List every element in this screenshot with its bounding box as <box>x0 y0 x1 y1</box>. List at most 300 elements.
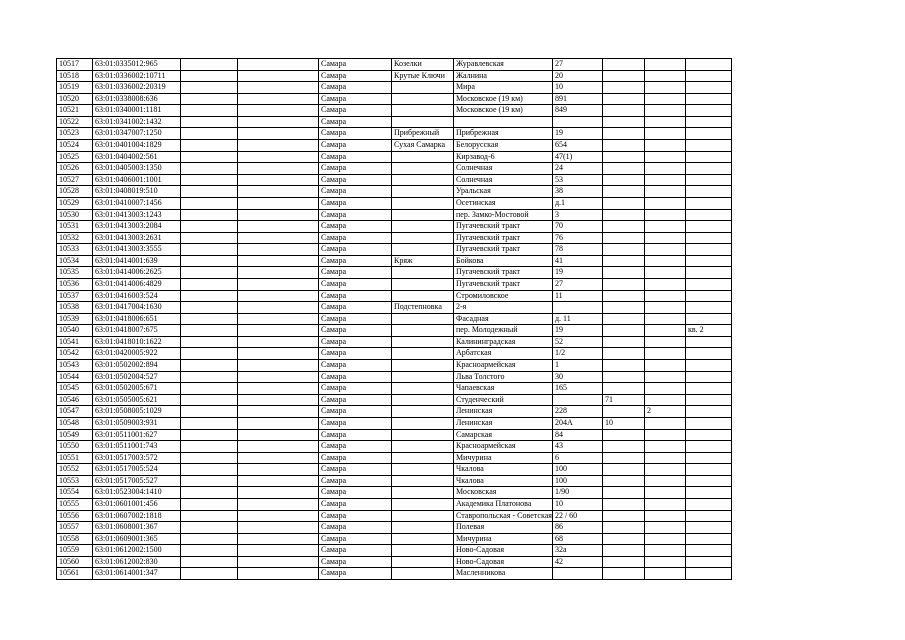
record-number-cell: 10518 <box>57 70 93 82</box>
table-row <box>57 487 732 499</box>
house-number-cell: 891 <box>552 93 602 105</box>
building-cell <box>602 510 644 522</box>
street-cell: Прибрежная <box>454 128 553 140</box>
table-row <box>57 82 732 94</box>
street-cell: Московское (19 км) <box>454 105 553 117</box>
street-cell: Московская <box>454 487 553 499</box>
house-number-cell <box>552 116 602 128</box>
district-cell <box>392 545 454 557</box>
cadastral-number-cell: 63:01:0336002:10711 <box>93 70 181 82</box>
city-cell: Самара <box>319 417 392 429</box>
district-cell <box>392 429 454 441</box>
district-cell <box>392 336 454 348</box>
apartment-cell <box>685 290 731 302</box>
record-number-cell: 10560 <box>57 556 93 568</box>
apartment-cell <box>685 533 731 545</box>
apartment-cell <box>685 151 731 163</box>
blank-cell <box>238 406 319 418</box>
record-number-cell: 10551 <box>57 452 93 464</box>
city-cell: Самара <box>319 394 392 406</box>
city-cell: Самара <box>319 186 392 198</box>
cadastral-number-cell: 63:01:0607002:1818 <box>93 510 181 522</box>
house-number-cell: 43 <box>552 441 602 453</box>
table-row <box>57 452 732 464</box>
building-cell <box>602 290 644 302</box>
district-cell <box>392 394 454 406</box>
block-cell <box>644 221 685 233</box>
street-cell: Солнечная <box>454 163 553 175</box>
house-number-cell <box>552 394 602 406</box>
blank-cell <box>238 475 319 487</box>
city-cell: Самара <box>319 556 392 568</box>
street-cell: пер. Молодежный <box>454 325 553 337</box>
table-row <box>57 475 732 487</box>
record-number-cell: 10544 <box>57 371 93 383</box>
record-number-cell: 10540 <box>57 325 93 337</box>
district-cell <box>392 244 454 256</box>
district-cell <box>392 360 454 372</box>
building-cell <box>602 383 644 395</box>
building-cell <box>602 93 644 105</box>
cadastral-number-cell: 63:01:0413003:2084 <box>93 221 181 233</box>
table-row <box>57 568 732 580</box>
apartment-cell <box>685 475 731 487</box>
record-number-cell: 10527 <box>57 174 93 186</box>
building-cell <box>602 278 644 290</box>
blank-cell <box>238 209 319 221</box>
apartment-cell <box>685 267 731 279</box>
block-cell <box>644 290 685 302</box>
cadastral-number-cell: 63:01:0408019:510 <box>93 186 181 198</box>
apartment-cell <box>685 221 731 233</box>
empty-cell <box>181 302 238 314</box>
block-cell <box>644 70 685 82</box>
empty-cell <box>181 197 238 209</box>
empty-cell <box>181 441 238 453</box>
record-number-cell: 10546 <box>57 394 93 406</box>
apartment-cell <box>685 278 731 290</box>
district-cell <box>392 197 454 209</box>
district-cell <box>392 487 454 499</box>
street-cell: Студенческий <box>454 394 553 406</box>
block-cell <box>644 197 685 209</box>
table-row <box>57 59 732 71</box>
district-cell <box>392 163 454 175</box>
apartment-cell <box>685 406 731 418</box>
city-cell: Самара <box>319 383 392 395</box>
district-cell <box>392 406 454 418</box>
street-cell: Стромиловское <box>454 290 553 302</box>
empty-cell <box>181 371 238 383</box>
empty-cell <box>181 267 238 279</box>
apartment-cell <box>685 302 731 314</box>
empty-cell <box>181 209 238 221</box>
record-number-cell: 10517 <box>57 59 93 71</box>
table-body <box>57 59 732 580</box>
blank-cell <box>238 302 319 314</box>
empty-cell <box>181 360 238 372</box>
cadastral-number-cell: 63:01:0341002:1432 <box>93 116 181 128</box>
house-number-cell: 100 <box>552 464 602 476</box>
block-cell <box>644 140 685 152</box>
record-number-cell: 10561 <box>57 568 93 580</box>
apartment-cell <box>685 105 731 117</box>
empty-cell <box>181 255 238 267</box>
cadastral-number-cell: 63:01:0414006:4829 <box>93 278 181 290</box>
house-number-cell: 19 <box>552 267 602 279</box>
street-cell: Арбатская <box>454 348 553 360</box>
building-cell: 71 <box>602 394 644 406</box>
apartment-cell <box>685 163 731 175</box>
empty-cell <box>181 244 238 256</box>
street-cell: Мичурина <box>454 452 553 464</box>
table-row <box>57 197 732 209</box>
table-row <box>57 360 732 372</box>
district-cell <box>392 232 454 244</box>
cadastral-number-cell: 63:01:0505005:621 <box>93 394 181 406</box>
street-cell: Ставропольская - Советская <box>454 510 553 522</box>
apartment-cell <box>685 383 731 395</box>
street-cell: Пугачевский тракт <box>454 267 553 279</box>
building-cell <box>602 70 644 82</box>
blank-cell <box>238 140 319 152</box>
city-cell: Самара <box>319 371 392 383</box>
empty-cell <box>181 464 238 476</box>
blank-cell <box>238 429 319 441</box>
block-cell <box>644 475 685 487</box>
cadastral-number-cell: 63:01:0401004:1829 <box>93 140 181 152</box>
house-number-cell: 228 <box>552 406 602 418</box>
apartment-cell <box>685 209 731 221</box>
block-cell <box>644 371 685 383</box>
apartment-cell <box>685 394 731 406</box>
blank-cell <box>238 151 319 163</box>
blank-cell <box>238 383 319 395</box>
block-cell <box>644 568 685 580</box>
city-cell: Самара <box>319 568 392 580</box>
street-cell: Льва Толстого <box>454 371 553 383</box>
empty-cell <box>181 429 238 441</box>
block-cell <box>644 174 685 186</box>
house-number-cell: 84 <box>552 429 602 441</box>
building-cell <box>602 163 644 175</box>
block-cell <box>644 93 685 105</box>
record-number-cell: 10529 <box>57 197 93 209</box>
house-number-cell: 32а <box>552 545 602 557</box>
blank-cell <box>238 174 319 186</box>
empty-cell <box>181 105 238 117</box>
street-cell: Масленникова <box>454 568 553 580</box>
empty-cell <box>181 232 238 244</box>
street-cell: Белорусская <box>454 140 553 152</box>
record-number-cell: 10555 <box>57 498 93 510</box>
district-cell: Прибрежный <box>392 128 454 140</box>
apartment-cell <box>685 464 731 476</box>
record-number-cell: 10532 <box>57 232 93 244</box>
table-row <box>57 522 732 534</box>
city-cell: Самара <box>319 197 392 209</box>
blank-cell <box>238 487 319 499</box>
record-number-cell: 10537 <box>57 290 93 302</box>
record-number-cell: 10545 <box>57 383 93 395</box>
district-cell <box>392 452 454 464</box>
house-number-cell: 20 <box>552 70 602 82</box>
block-cell <box>644 360 685 372</box>
city-cell: Самара <box>319 82 392 94</box>
cadastral-number-cell: 63:01:0517003:572 <box>93 452 181 464</box>
city-cell: Самара <box>319 267 392 279</box>
apartment-cell <box>685 82 731 94</box>
district-cell <box>392 151 454 163</box>
empty-cell <box>181 522 238 534</box>
record-number-cell: 10524 <box>57 140 93 152</box>
building-cell <box>602 568 644 580</box>
blank-cell <box>238 313 319 325</box>
street-cell: Уральская <box>454 186 553 198</box>
empty-cell <box>181 406 238 418</box>
street-cell: Пугачевский тракт <box>454 221 553 233</box>
cadastral-number-cell: 63:01:0502004:527 <box>93 371 181 383</box>
city-cell: Самара <box>319 290 392 302</box>
cadastral-number-cell: 63:01:0335012:965 <box>93 59 181 71</box>
city-cell: Самара <box>319 151 392 163</box>
building-cell <box>602 487 644 499</box>
apartment-cell <box>685 360 731 372</box>
apartment-cell <box>685 313 731 325</box>
cadastral-number-cell: 63:01:0414001:639 <box>93 255 181 267</box>
district-cell <box>392 522 454 534</box>
record-number-cell: 10554 <box>57 487 93 499</box>
building-cell <box>602 209 644 221</box>
city-cell: Самара <box>319 70 392 82</box>
record-number-cell: 10523 <box>57 128 93 140</box>
table-row <box>57 186 732 198</box>
building-cell <box>602 105 644 117</box>
cadastral-number-cell: 63:01:0502005:671 <box>93 383 181 395</box>
cadastral-number-cell: 63:01:0418010:1622 <box>93 336 181 348</box>
apartment-cell <box>685 371 731 383</box>
apartment-cell: кв. 2 <box>685 325 731 337</box>
block-cell <box>644 429 685 441</box>
empty-cell <box>181 475 238 487</box>
table-row <box>57 464 732 476</box>
blank-cell <box>238 556 319 568</box>
house-number-cell: 10 <box>552 498 602 510</box>
block-cell <box>644 302 685 314</box>
apartment-cell <box>685 186 731 198</box>
blank-cell <box>238 186 319 198</box>
city-cell: Самара <box>319 545 392 557</box>
house-number-cell: 11 <box>552 290 602 302</box>
building-cell <box>602 545 644 557</box>
block-cell <box>644 394 685 406</box>
table-row <box>57 510 732 522</box>
cadastral-number-cell: 63:01:0405003:1350 <box>93 163 181 175</box>
blank-cell <box>238 360 319 372</box>
block-cell <box>644 128 685 140</box>
district-cell <box>392 441 454 453</box>
apartment-cell <box>685 545 731 557</box>
apartment-cell <box>685 452 731 464</box>
street-cell: Кирзавод-6 <box>454 151 553 163</box>
district-cell <box>392 510 454 522</box>
district-cell <box>392 313 454 325</box>
empty-cell <box>181 163 238 175</box>
district-cell <box>392 209 454 221</box>
block-cell <box>644 255 685 267</box>
empty-cell <box>181 278 238 290</box>
blank-cell <box>238 244 319 256</box>
table-row <box>57 290 732 302</box>
table-row <box>57 151 732 163</box>
cadastral-number-cell: 63:01:0417004:1630 <box>93 302 181 314</box>
record-number-cell: 10547 <box>57 406 93 418</box>
cadastral-number-cell: 63:01:0612002:1500 <box>93 545 181 557</box>
street-cell: Чкалова <box>454 475 553 487</box>
street-cell: Красноармейская <box>454 360 553 372</box>
building-cell <box>602 371 644 383</box>
blank-cell <box>238 255 319 267</box>
blank-cell <box>238 533 319 545</box>
district-cell <box>392 383 454 395</box>
blank-cell <box>238 336 319 348</box>
city-cell: Самара <box>319 533 392 545</box>
district-cell: Козелки <box>392 59 454 71</box>
building-cell <box>602 221 644 233</box>
city-cell: Самара <box>319 336 392 348</box>
blank-cell <box>238 290 319 302</box>
blank-cell <box>238 522 319 534</box>
record-number-cell: 10528 <box>57 186 93 198</box>
block-cell <box>644 522 685 534</box>
table-row <box>57 244 732 256</box>
building-cell <box>602 464 644 476</box>
record-number-cell: 10557 <box>57 522 93 534</box>
house-number-cell: 1/2 <box>552 348 602 360</box>
table-row <box>57 371 732 383</box>
building-cell <box>602 186 644 198</box>
street-cell: Солнечная <box>454 174 553 186</box>
cadastral-number-cell: 63:01:0511001:743 <box>93 441 181 453</box>
blank-cell <box>238 417 319 429</box>
district-cell <box>392 475 454 487</box>
record-number-cell: 10543 <box>57 360 93 372</box>
house-number-cell: 52 <box>552 336 602 348</box>
district-cell <box>392 186 454 198</box>
cadastral-number-cell: 63:01:0410007:1456 <box>93 197 181 209</box>
cadastral-number-cell: 63:01:0404002:561 <box>93 151 181 163</box>
building-cell <box>602 59 644 71</box>
street-cell: Полевая <box>454 522 553 534</box>
street-cell: Академика Платонова <box>454 498 553 510</box>
house-number-cell: 19 <box>552 325 602 337</box>
apartment-cell <box>685 522 731 534</box>
blank-cell <box>238 116 319 128</box>
apartment-cell <box>685 487 731 499</box>
block-cell <box>644 59 685 71</box>
block-cell <box>644 232 685 244</box>
apartment-cell <box>685 232 731 244</box>
empty-cell <box>181 348 238 360</box>
building-cell <box>602 360 644 372</box>
house-number-cell <box>552 302 602 314</box>
apartment-cell <box>685 59 731 71</box>
cadastral-number-cell: 63:01:0614001:347 <box>93 568 181 580</box>
district-cell <box>392 371 454 383</box>
house-number-cell: 27 <box>552 278 602 290</box>
cadastral-number-cell: 63:01:0608001:367 <box>93 522 181 534</box>
cadastral-number-cell: 63:01:0517005:524 <box>93 464 181 476</box>
district-cell <box>392 105 454 117</box>
empty-cell <box>181 186 238 198</box>
building-cell <box>602 267 644 279</box>
record-number-cell: 10542 <box>57 348 93 360</box>
cadastral-number-cell: 63:01:0601001:456 <box>93 498 181 510</box>
street-cell: Самарская <box>454 429 553 441</box>
cadastral-number-cell: 63:01:0517005:527 <box>93 475 181 487</box>
street-cell: Ново-Садовая <box>454 556 553 568</box>
house-number-cell: д.1 <box>552 197 602 209</box>
house-number-cell: 68 <box>552 533 602 545</box>
city-cell: Самара <box>319 278 392 290</box>
house-number-cell: 47(1) <box>552 151 602 163</box>
empty-cell <box>181 116 238 128</box>
apartment-cell <box>685 128 731 140</box>
record-number-cell: 10548 <box>57 417 93 429</box>
table-row <box>57 406 732 418</box>
building-cell <box>602 197 644 209</box>
building-cell <box>602 313 644 325</box>
street-cell: Пугачевский тракт <box>454 278 553 290</box>
empty-cell <box>181 487 238 499</box>
empty-cell <box>181 290 238 302</box>
street-cell: Мира <box>454 82 553 94</box>
block-cell: 2 <box>644 406 685 418</box>
city-cell: Самара <box>319 429 392 441</box>
cadastral-number-cell: 63:01:0338008:636 <box>93 93 181 105</box>
city-cell: Самара <box>319 452 392 464</box>
city-cell: Самара <box>319 116 392 128</box>
building-cell <box>602 406 644 418</box>
city-cell: Самара <box>319 360 392 372</box>
district-cell <box>392 556 454 568</box>
house-number-cell <box>552 568 602 580</box>
empty-cell <box>181 59 238 71</box>
house-number-cell: 53 <box>552 174 602 186</box>
empty-cell <box>181 128 238 140</box>
block-cell <box>644 510 685 522</box>
city-cell: Самара <box>319 522 392 534</box>
house-number-cell: д. 11 <box>552 313 602 325</box>
table-row <box>57 221 732 233</box>
city-cell: Самара <box>319 510 392 522</box>
house-number-cell: 1/90 <box>552 487 602 499</box>
table-row <box>57 417 732 429</box>
city-cell: Самара <box>319 406 392 418</box>
city-cell: Самара <box>319 255 392 267</box>
blank-cell <box>238 128 319 140</box>
street-cell: пер. Замко-Мостовой <box>454 209 553 221</box>
table-row <box>57 278 732 290</box>
house-number-cell: 165 <box>552 383 602 395</box>
house-number-cell: 100 <box>552 475 602 487</box>
cadastral-number-cell: 63:01:0414006:2625 <box>93 267 181 279</box>
district-cell <box>392 267 454 279</box>
record-number-cell: 10536 <box>57 278 93 290</box>
record-number-cell: 10556 <box>57 510 93 522</box>
city-cell: Самара <box>319 221 392 233</box>
block-cell <box>644 441 685 453</box>
